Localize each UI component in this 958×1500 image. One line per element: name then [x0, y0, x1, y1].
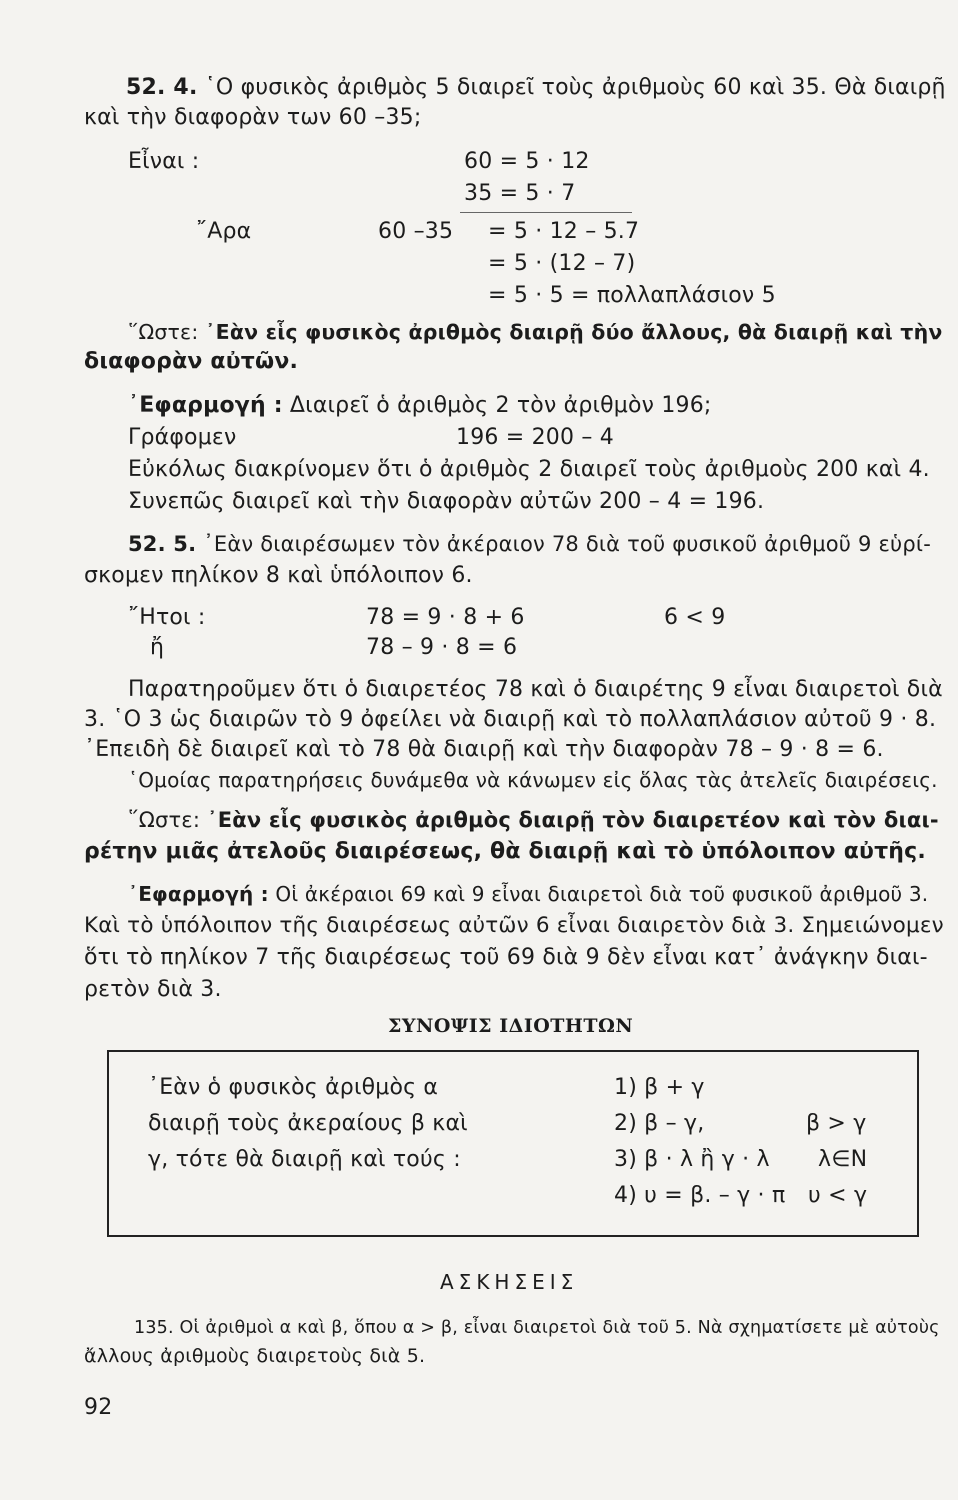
summary-item-4-condition: υ < γ	[808, 1183, 868, 1208]
conclusion-bold: ᾿Εὰν εἷς φυσικὸς ἀριθμὸς διαιρῇ δύο ἄλλους, θὰ διαιρῇ καὶ τὴν	[205, 320, 943, 344]
paragraph-line-2: 3. ῾Ο 3 ὡς διαιρῶν τὸ 9 ὀφείλει νὰ διαιρῇ καὶ τὸ πολλαπλάσιον αὐτοῦ 9 · 8.	[84, 707, 937, 732]
equation-result: = 5 · 5 = πολλαπλάσιον 5	[488, 283, 776, 308]
application-2-line-1	[128, 880, 928, 908]
section-number: 52. 4.	[126, 75, 198, 100]
conclusion-prefix: ῞Ωστε:	[128, 320, 199, 344]
summary-item-3: 3) β · λ ἢ γ · λ	[614, 1147, 770, 1172]
application-2-line-4: ρετὸν διὰ 3.	[84, 977, 222, 1002]
conclusion-2-cont: ρέτην μιᾶς ἀτελοῦς διαιρέσεως, θὰ διαιρῇ καὶ τὸ ὑπόλοιπον αὐτῆς.	[84, 839, 926, 864]
grafomen-label: Γράφομεν	[128, 425, 237, 450]
equation-35: 35 = 5 · 7	[464, 181, 576, 206]
conclusion-1	[128, 318, 943, 346]
summary-left-3: γ, τότε θὰ διαιρῇ καὶ τούς :	[148, 1147, 461, 1172]
section-52-4-line-2: καὶ τὴν διαφορὰν των 60 –35;	[84, 105, 422, 130]
summary-item-1: 1) β + γ	[614, 1075, 705, 1100]
summary-title: ΣΥΝΟΨΙΣ ΙΔΙΟΤΗΤΩΝ	[388, 1015, 634, 1037]
summary-left-2: διαιρῇ τοὺς ἀκεραίους β καὶ	[148, 1111, 468, 1136]
summary-item-3-condition: λ∈N	[818, 1147, 868, 1172]
equation-factor: = 5 · (12 – 7)	[488, 251, 636, 276]
summary-item-2: 2) β – γ,	[614, 1111, 705, 1136]
application-1-line-4: Συνεπῶς διαιρεῖ καὶ τὴν διαφορὰν αὐτῶν 200 – 4 = 196.	[128, 489, 765, 514]
paragraph-line-3: ᾿Επειδὴ δὲ διαιρεῖ καὶ τὸ 78 θὰ διαιρῇ καὶ τὴν διαφορὰν 78 – 9 · 8 = 6.	[84, 737, 884, 762]
application-2-line-2: Καὶ τὸ ὑπόλοιπον τῆς διαιρέσεως αὐτῶν 6 εἶναι διαιρετὸν διὰ 3. Σημειώνομεν	[84, 913, 944, 938]
paragraph-line-1: Παρατηροῦμεν ὅτι ὁ διαιρετέος 78 καὶ ὁ διαιρέτης 9 εἶναι διαιρετοὶ διὰ	[128, 677, 943, 702]
section-text: ᾿Εὰν διαιρέσωμεν τὸν ἀκέραιον 78 διὰ τοῦ φυσικοῦ ἀριθμοῦ 9 εὑρί-	[203, 532, 931, 556]
or-label: ἤ	[150, 635, 165, 660]
divider-line	[460, 212, 632, 213]
equation-diff-right: = 5 · 12 – 5.7	[488, 219, 640, 244]
page-number: 92	[84, 1395, 113, 1420]
htoi-label: ῎Ητοι :	[128, 605, 206, 630]
equation-78-minus: 78 – 9 · 8 = 6	[366, 635, 518, 660]
exercise-135-line-2: ἄλλους ἀριθμοὺς διαιρετοὺς διὰ 5.	[84, 1345, 426, 1367]
paragraph-line-4: ῾Ομοίας παρατηρήσεις δυνάμεθα νὰ κάνωμεν εἰς ὅλας τὰς ἀτελεῖς διαιρέσεις.	[128, 768, 938, 792]
summary-item-4: 4) υ = β. – γ · π	[614, 1183, 786, 1208]
section-text: ῾Ο φυσικὸς ἀριθμὸς 5 διαιρεῖ τοὺς ἀριθμοὺς 60 καὶ 35. Θὰ διαιρῇ	[204, 75, 946, 100]
equation-78: 78 = 9 · 8 + 6	[366, 605, 525, 630]
exercise-135-line-1: 135. Οἱ ἀριθμοὶ α καὶ β, ὅπου α > β, εἶναι διαιρετοὶ διὰ τοῦ 5. Νὰ σχηματίσετε μὲ αὐτοὺς	[134, 1318, 940, 1338]
section-52-4-line-1	[126, 74, 946, 102]
inequality: 6 < 9	[664, 605, 726, 630]
application-text: Οἱ ἀκέραιοι 69 καὶ 9 εἶναι διαιρετοὶ διὰ τοῦ φυσικοῦ ἀριθμοῦ 3.	[275, 882, 929, 906]
ara-label: ῎Αρα	[196, 219, 252, 244]
equation-196: 196 = 200 – 4	[456, 425, 614, 450]
conclusion-2	[128, 806, 939, 834]
application-label: ᾿Εφαρμογή :	[128, 393, 283, 418]
equation-60: 60 = 5 · 12	[464, 149, 590, 174]
application-text: Διαιρεῖ ὁ ἀριθμὸς 2 τὸν ἀριθμὸν 196;	[289, 393, 712, 418]
application-1-line-1	[128, 392, 712, 420]
exercises-title: ΑΣΚΗΣΕΙΣ	[440, 1270, 579, 1294]
application-1-line-3: Εὐκόλως διακρίνομεν ὅτι ὁ ἀριθμὸς 2 διαιρεῖ τοὺς ἀριθμοὺς 200 καὶ 4.	[128, 457, 930, 482]
application-label: ᾿Εφαρμογή :	[128, 882, 269, 906]
conclusion-prefix: ῞Ωστε:	[128, 808, 201, 832]
summary-left-1: ᾿Εὰν ὁ φυσικὸς ἀριθμὸς α	[148, 1075, 439, 1100]
section-52-5-line-2: σκομεν πηλίκον 8 καὶ ὑπόλοιπον 6.	[84, 563, 473, 588]
conclusion-bold: ᾿Εὰν εἷς φυσικὸς ἀριθμὸς διαιρῇ τὸν διαιρετέον καὶ τὸν διαι-	[207, 808, 939, 832]
conclusion-1-cont: διαφορὰν αὐτῶν.	[84, 349, 299, 374]
einai-label: Εἶναι :	[128, 149, 200, 174]
application-2-line-3: ὅτι τὸ πηλίκον 7 τῆς διαιρέσεως τοῦ 69 διὰ 9 δὲν εἶναι κατ᾿ ἀνάγκην διαι-	[84, 945, 928, 970]
equation-diff-left: 60 –35	[378, 219, 454, 244]
section-number: 52. 5.	[128, 532, 197, 556]
section-52-5-line-1	[128, 530, 931, 558]
summary-item-2-condition: β > γ	[806, 1111, 867, 1136]
